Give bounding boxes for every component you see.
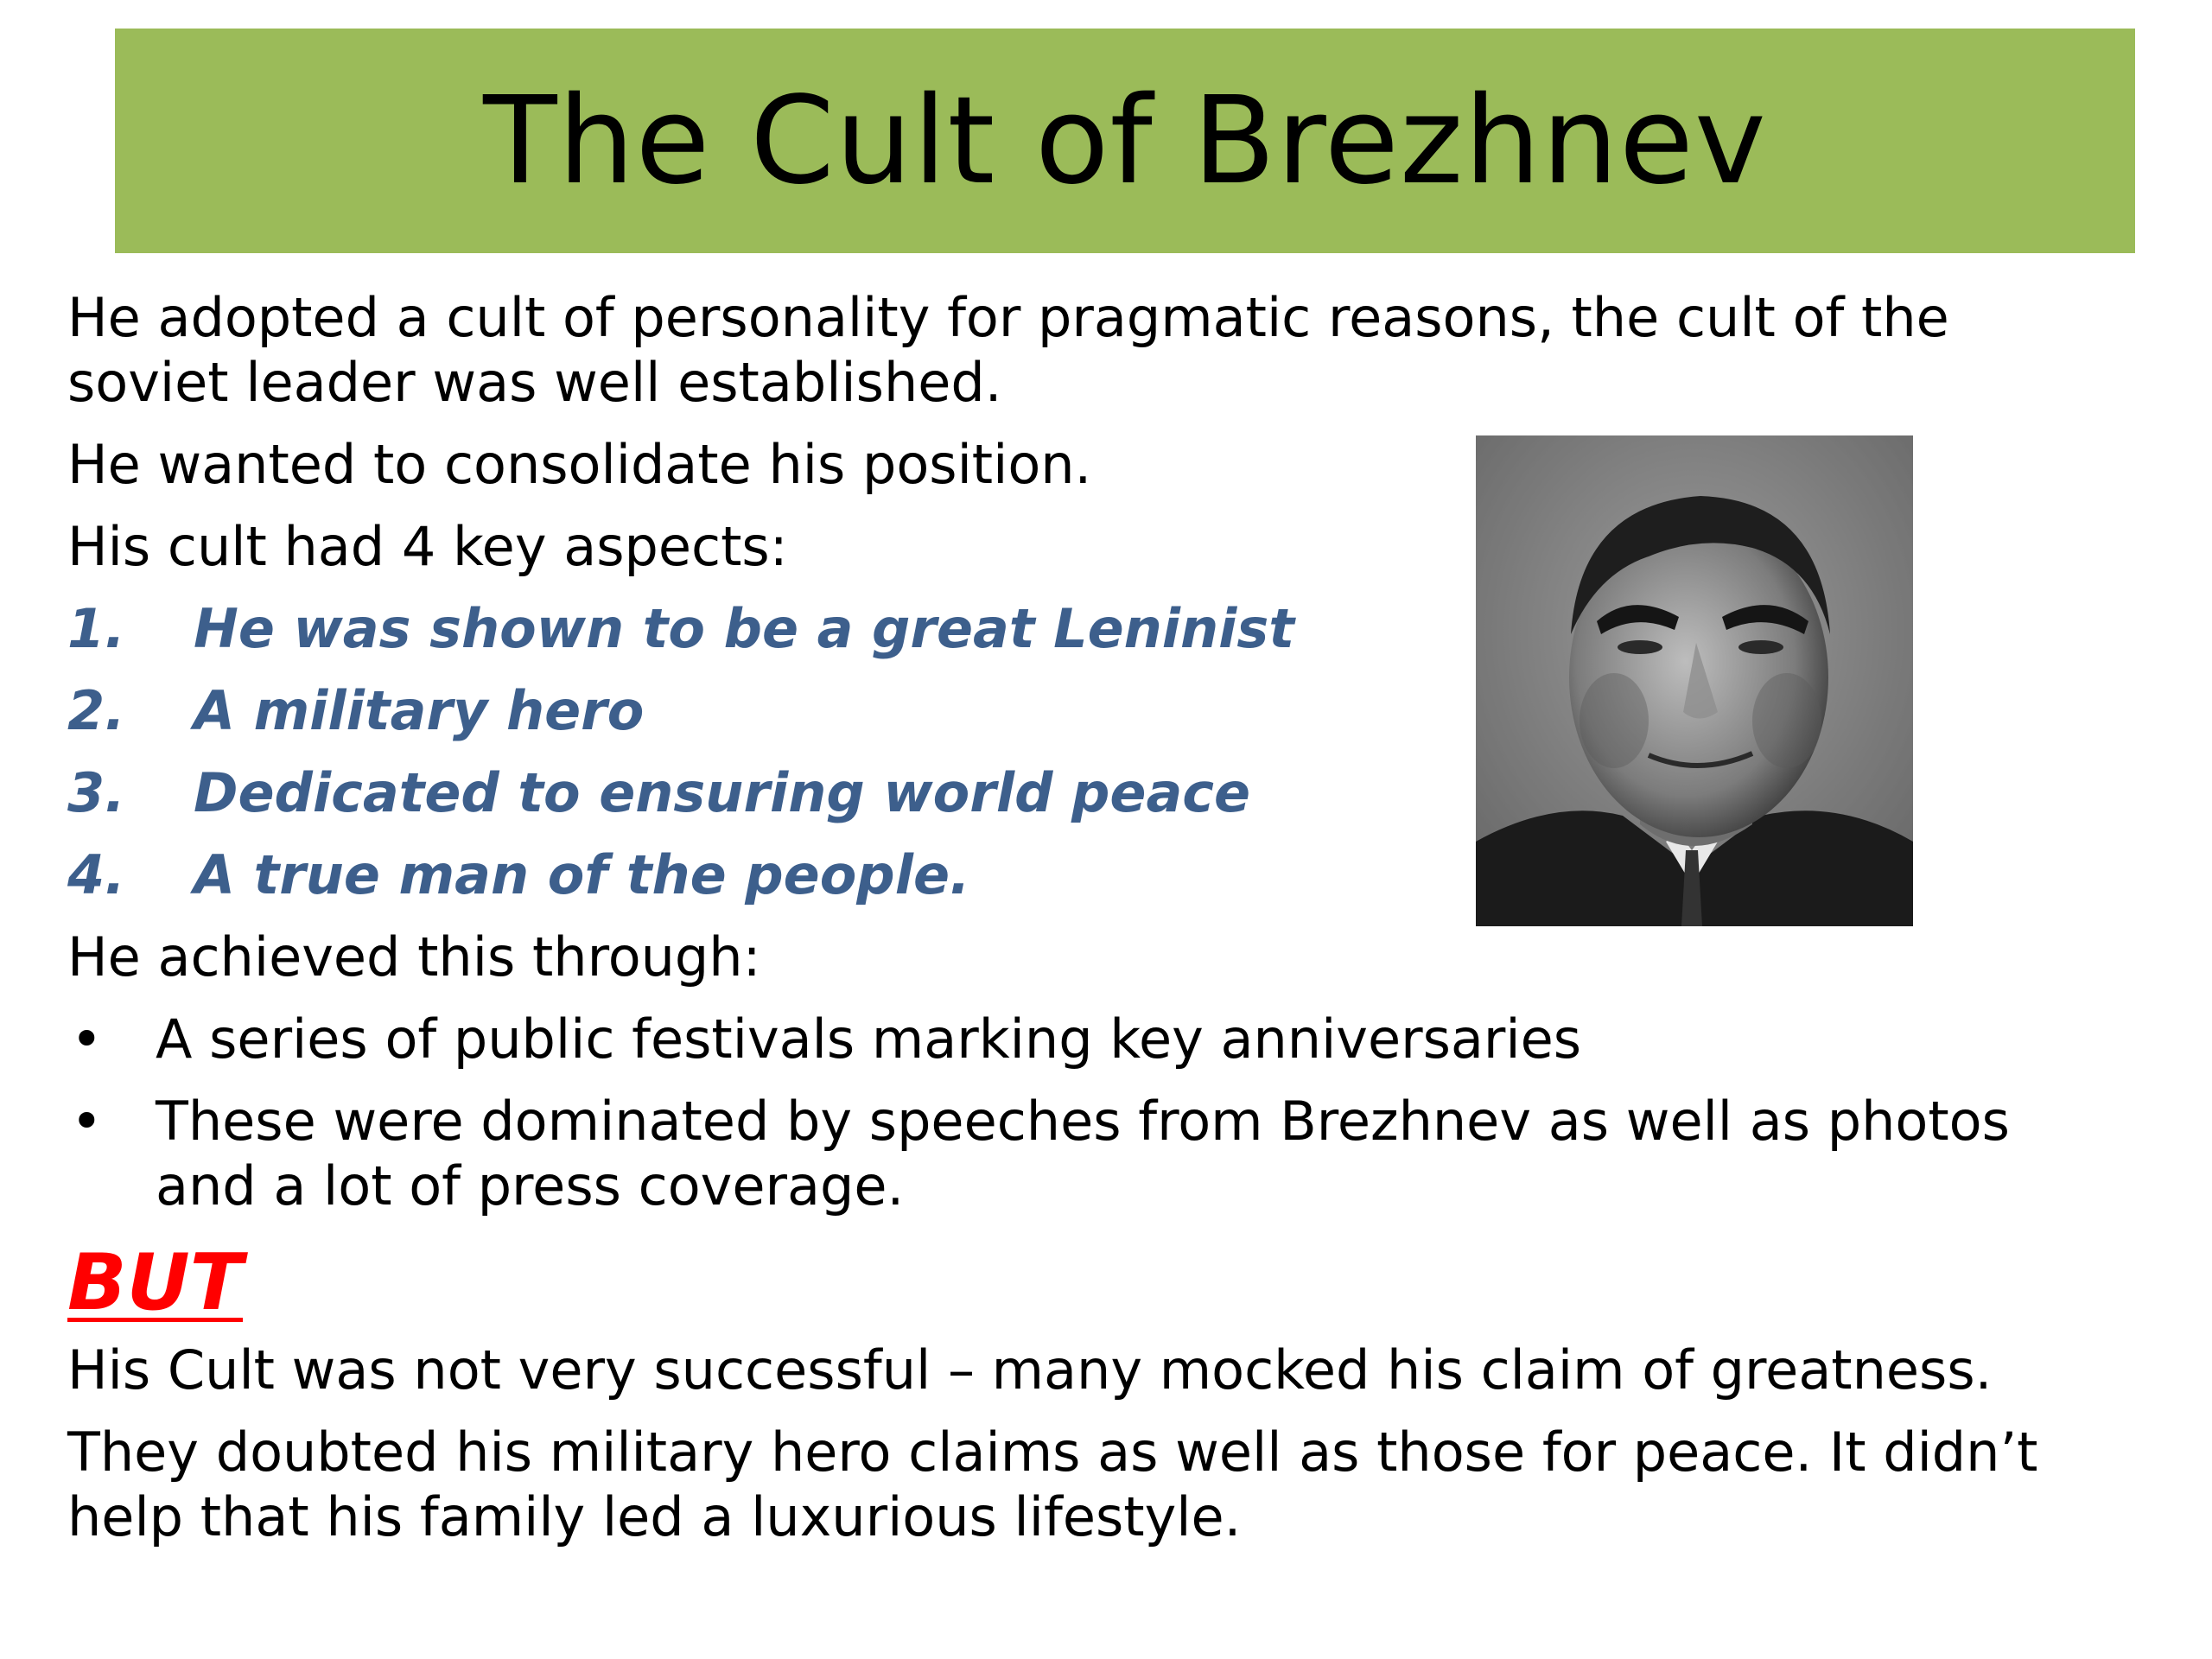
aspect-text: He was shown to be a great Leninist [194,597,1294,660]
aspect-text: A true man of the people. [194,843,970,906]
intro-paragraph-3: His cult had 4 key aspects: [67,515,788,578]
bullet-item [67,1007,2141,1071]
portrait-photo [1476,435,1913,926]
bullet-icon: • [71,1007,103,1071]
slide-title: The Cult of Brezhnev [483,70,1767,212]
aspect-number: 2. [67,679,125,742]
aspect-text: Dedicated to ensuring world peace [194,761,1251,824]
aspect-number: 3. [67,761,125,824]
but-label: BUT [67,1237,244,1328]
intro-paragraph-2: He wanted to consolidate his position. [67,433,1092,496]
aspect-number: 4. [67,843,125,906]
portrait-photo-brezhnev-icon [1476,435,1913,926]
title-bar [115,29,2135,253]
bullet-icon: • [71,1090,103,1153]
conclusion-paragraph-2: They doubted his military hero claims as well as those for peace. It didn’t help that his family led a luxurious lifestyle. [67,1421,2038,1548]
bullet-text: These were dominated by speeches from Brezhnev as well as photos and a lot of press coverage. [156,1090,2010,1217]
bullet-text: A series of public festivals marking key anniversaries [156,1007,1582,1071]
aspect-text: A military hero [194,679,645,742]
aspect-number: 1. [67,597,125,660]
achievement-bullets [67,1007,2141,1218]
intro-paragraph-1: He adopted a cult of personality for pragmatic reasons, the cult of the soviet leader was well established. [67,286,1949,414]
conclusion-paragraph-1: His Cult was not very successful – many mocked his claim of greatness. [67,1338,1993,1402]
bullet-item [67,1089,2141,1218]
achieved-heading: He achieved this through: [67,925,761,988]
